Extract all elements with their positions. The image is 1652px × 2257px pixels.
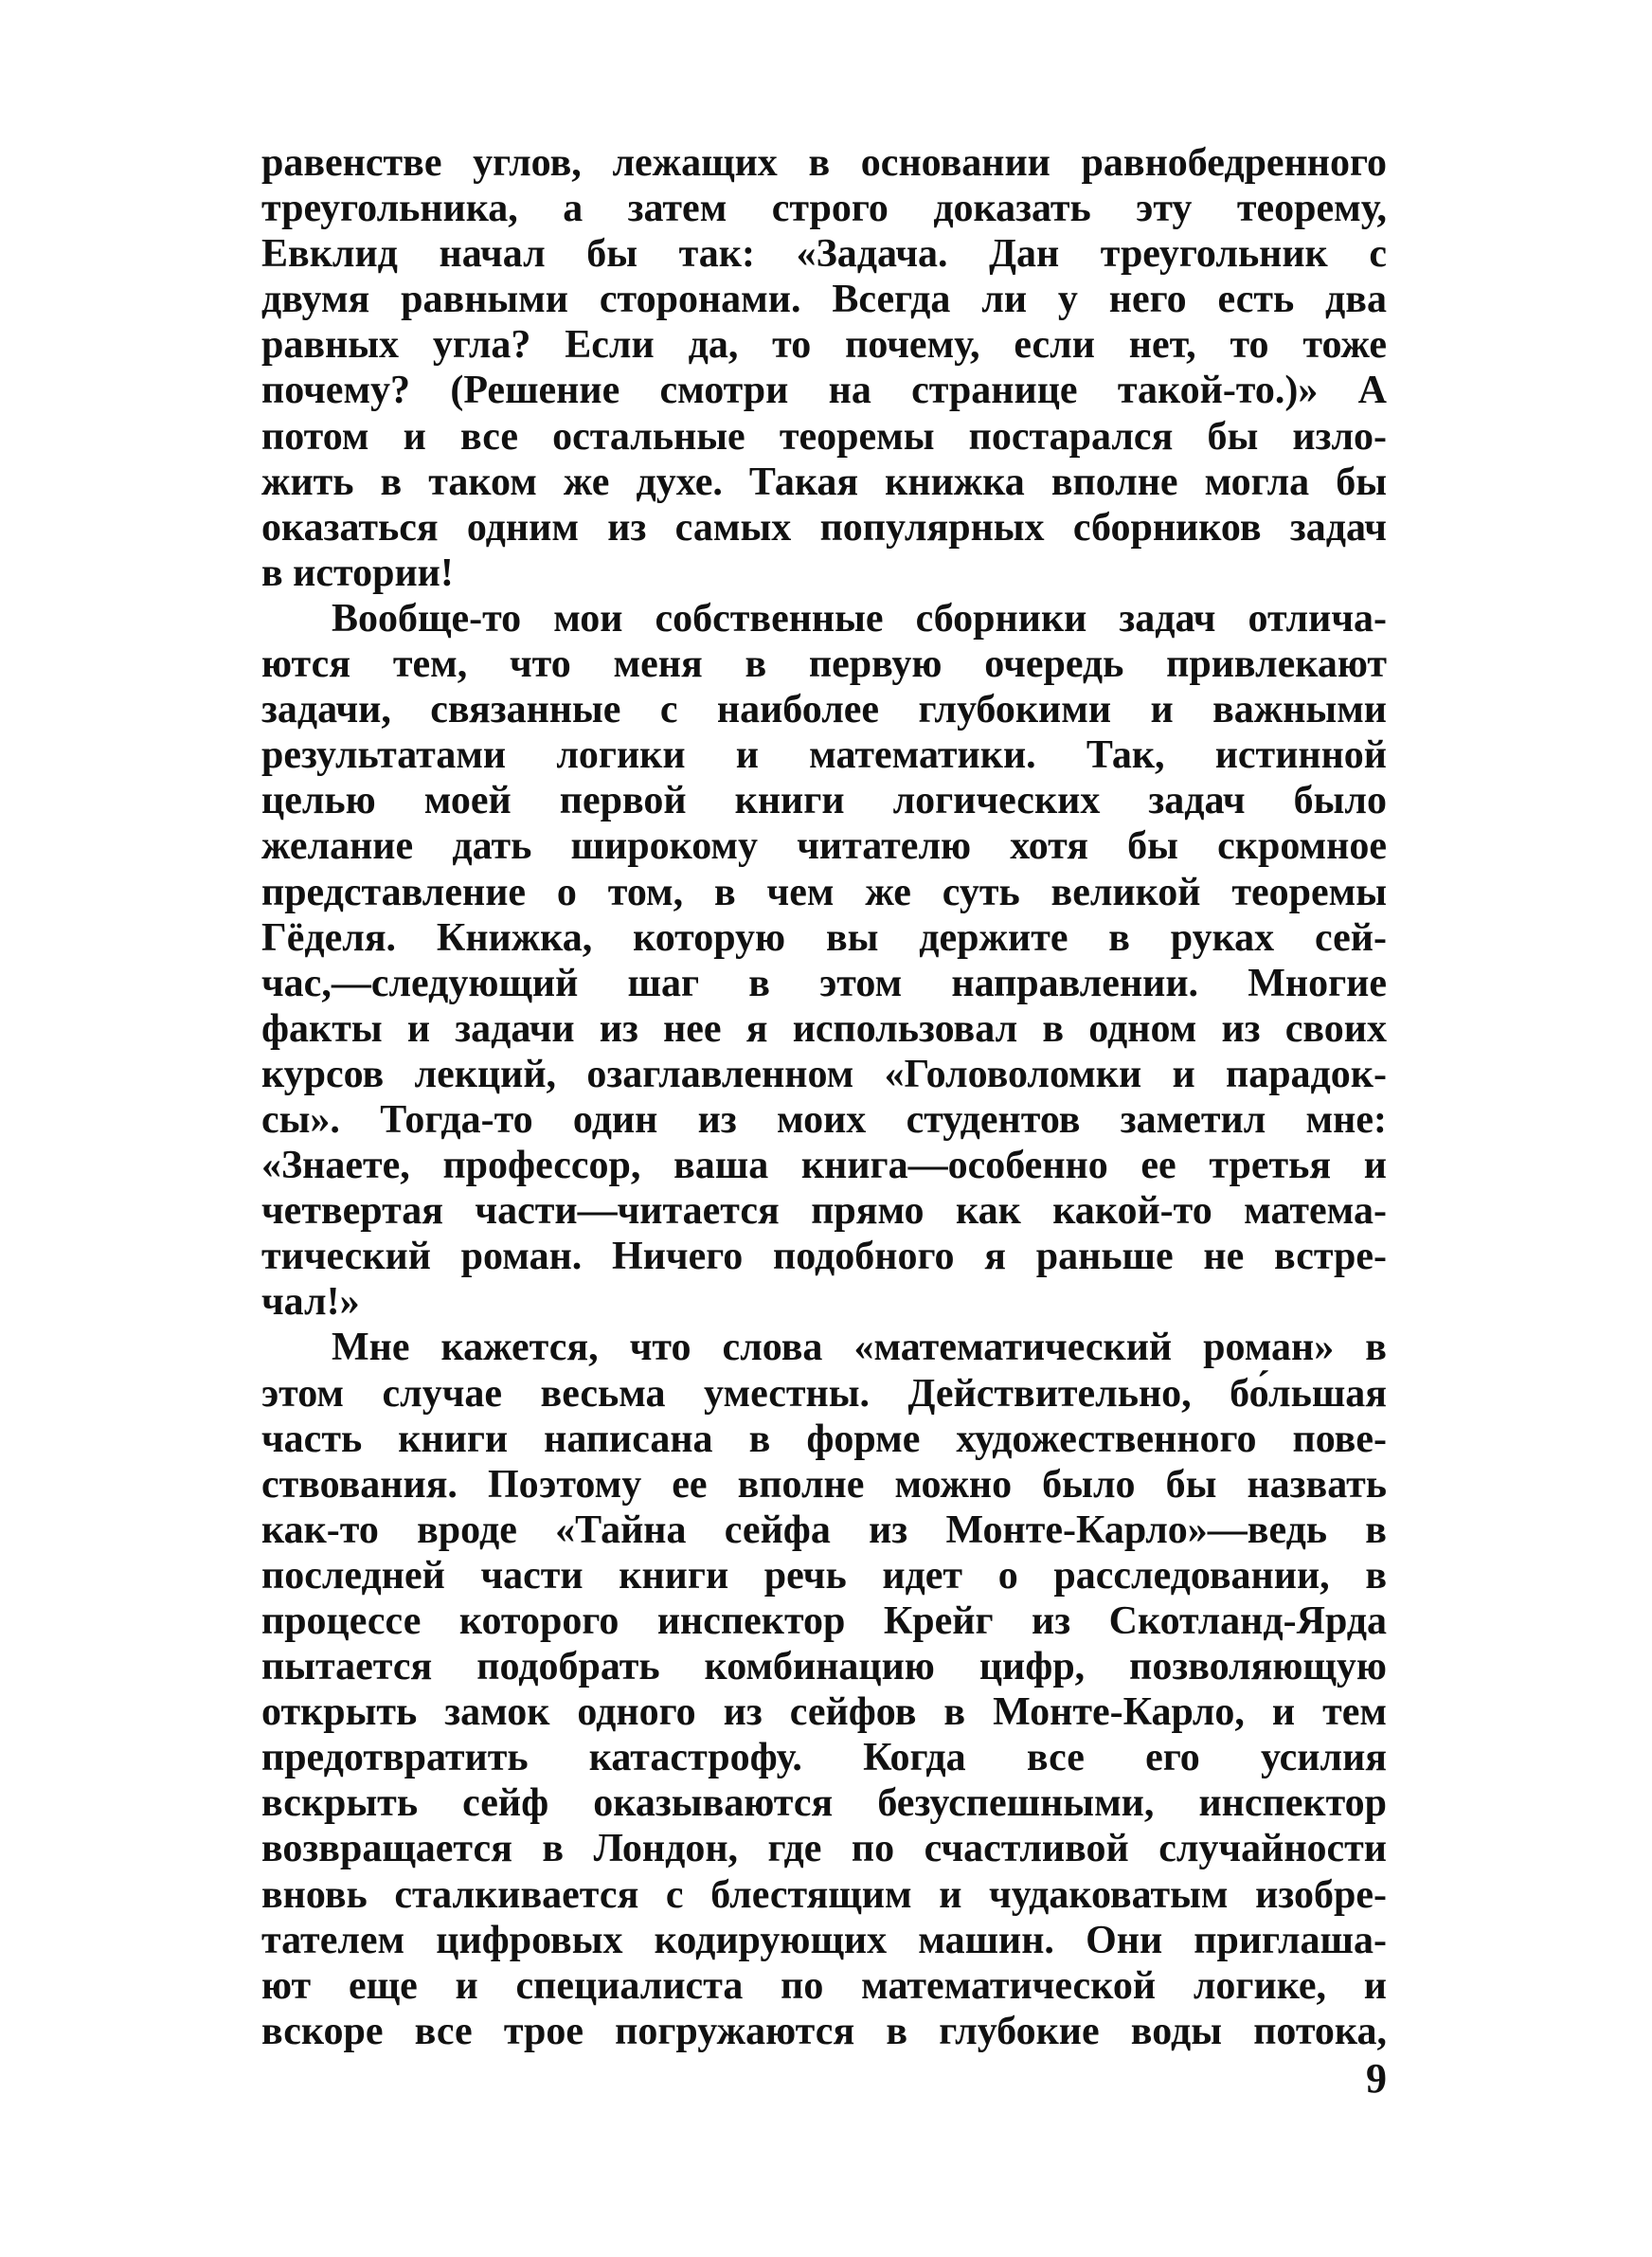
text-line: процессе которого инспектор Крейг из Скотланд-Ярда	[261, 1599, 1387, 1643]
text-line: последней части книги речь идет о расследовании, в	[261, 1553, 1387, 1598]
text-line: чал!»	[261, 1280, 360, 1325]
text-line: сы». Тогда-то один из моих студентов заметил мне:	[261, 1097, 1387, 1142]
text-line: представление о том, в чем же суть великой теоремы	[261, 870, 1387, 914]
text-line: двумя равными сторонами. Всегда ли у него есть два	[261, 278, 1387, 322]
text-line: почему? (Решение смотри на странице такой-то.)» А	[261, 369, 1387, 413]
text-line: ются тем, что меня в первую очередь привлекают	[261, 642, 1387, 687]
text-line: курсов лекций, озаглавленном «Головоломки и парадок-	[261, 1052, 1387, 1096]
text-line: вскоре все трое погружаются в глубокие воды потока,	[261, 2009, 1387, 2053]
text-line: тателем цифровых кодирующих машин. Они приглаша-	[261, 1918, 1387, 1962]
text-line: Евклид начал бы так: «Задача. Дан треугольник с	[261, 232, 1387, 277]
text-line: предотвратить катастрофу. Когда все его усилия	[261, 1736, 1387, 1780]
paragraph-first-line: Мне кажется, что слова «математический роман» в	[332, 1326, 1387, 1370]
text-line: вновь сталкивается с блестящим и чудаковатым изобре-	[261, 1872, 1387, 1917]
text-line: задачи, связанные с наиболее глубокими и важными	[261, 688, 1387, 732]
text-line: четвертая части—читается прямо как какой-то матема-	[261, 1189, 1387, 1234]
text-line: равенстве углов, лежащих в основании равнобедренного	[261, 141, 1387, 185]
text-line: Гёделя. Книжка, которую вы держите в руках сей-	[261, 915, 1387, 960]
text-line: в истории!	[261, 551, 454, 595]
text-line: факты и задачи из нее я использовал в одном из своих	[261, 1006, 1387, 1051]
text-line: тический роман. Ничего подобного я раньше не встре-	[261, 1235, 1387, 1279]
text-line: «Знаете, профессор, ваша книга—особенно ее третья и	[261, 1144, 1387, 1188]
text-line: треугольника, а затем строго доказать эту теорему,	[261, 187, 1387, 231]
text-line: результатами логики и математики. Так, истинной	[261, 733, 1387, 778]
text-line: равных угла? Если да, то почему, если нет, то тоже	[261, 323, 1387, 368]
body-text	[261, 140, 1387, 2054]
text-line: потом и все остальные теоремы постарался бы изло-	[261, 414, 1387, 459]
text-line: жить в таком же духе. Такая книжка вполне могла бы	[261, 460, 1387, 504]
text-line: целью моей первой книги логических задач было	[261, 779, 1387, 823]
text-line: ствования. Поэтому ее вполне можно было бы назвать	[261, 1462, 1387, 1507]
text-line: час,—следующий шаг в этом направлении. Многие	[261, 961, 1387, 1005]
text-line: как-то вроде «Тайна сейфа из Монте-Карло»—ведь в	[261, 1508, 1387, 1552]
text-line: желание дать широкому читателю хотя бы скромное	[261, 824, 1387, 869]
page-number: 9	[1366, 2055, 1387, 2102]
text-line: вскрыть сейф оказываются безуспешными, инспектор	[261, 1781, 1387, 1826]
text-line: оказаться одним из самых популярных сборников задач	[261, 505, 1387, 550]
text-line: открыть замок одного из сейфов в Монте-Карло, и тем	[261, 1690, 1387, 1735]
text-line: возвращается в Лондон, где по счастливой случайности	[261, 1827, 1387, 1871]
text-line: ют еще и специалиста по математической логике, и	[261, 1963, 1387, 2008]
text-line: пытается подобрать комбинацию цифр, позволяющую	[261, 1645, 1387, 1689]
text-line: этом случае весьма уместны. Действительно, бо́льшая	[261, 1371, 1387, 1416]
paragraph-first-line: Вообще-то мои собственные сборники задач отлича-	[332, 596, 1387, 641]
text-line: часть книги написана в форме художественного пове-	[261, 1417, 1387, 1461]
